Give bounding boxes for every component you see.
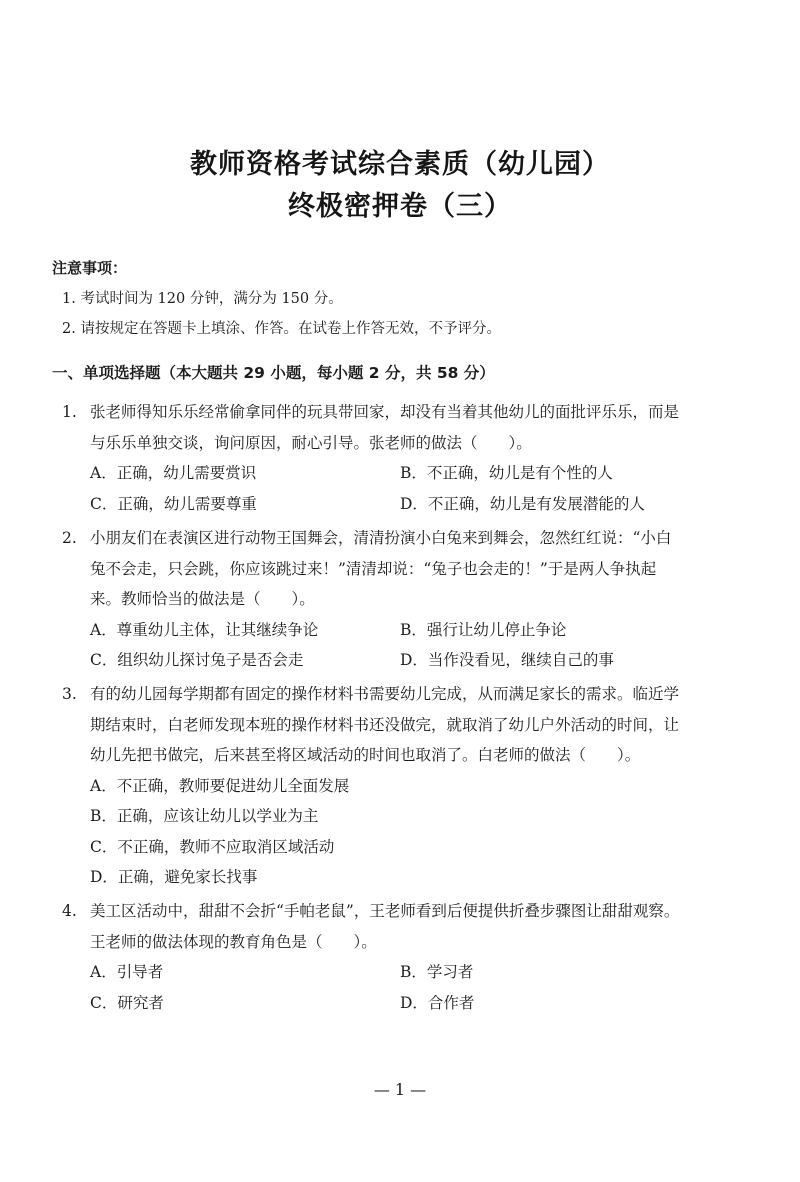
option-d: D．合作者: [400, 993, 475, 1012]
question-number: 1.: [62, 403, 77, 421]
question-text: 有的幼儿园每学期都有固定的操作材料书需要幼儿完成，从而满足家长的需求。临近学: [90, 685, 680, 703]
option-a: A．尊重幼儿主体，让其继续争论: [90, 620, 319, 639]
question-text: 与乐乐单独交谈，询问原因，耐心引导。张老师的做法（ ）。: [90, 433, 532, 452]
question-text: 幼儿先把书做完，后来甚至将区域活动的时间也取消了。白老师的做法（ ）。: [90, 746, 641, 764]
question-text: 张老师得知乐乐经常偷拿同伴的玩具带回家，却没有当着其他幼儿的面批评乐乐，而是: [90, 403, 680, 421]
option-d: D．正确，避免家长找事: [90, 868, 258, 886]
question-2: [62, 523, 752, 676]
question-number: 2.: [62, 529, 77, 547]
option-c: C．研究者: [90, 993, 164, 1012]
question-text: 小朋友们在表演区进行动物王国舞会，清清扮演小白兔来到舞会，忽然红红说：“小白: [90, 529, 672, 547]
notice-heading: 注意事项：: [52, 259, 128, 277]
question-text: 美工区活动中，甜甜不会折“手帕老鼠”，王老师看到后便提供折叠步骤图让甜甜观察。: [90, 902, 680, 920]
question-number: 3.: [62, 685, 77, 703]
question-text: 王老师的做法体现的教育角色是（ ）。: [90, 932, 377, 951]
notice-item: 2. 请按规定在答题卡上填涂、作答。在试卷上作答无效，不予评分。: [62, 321, 501, 337]
option-b: B．正确，应该让幼儿以学业为主: [90, 807, 319, 825]
option-d: D．当作没看见，继续自己的事: [400, 651, 614, 669]
option-b: B．学习者: [400, 963, 474, 981]
exam-subtitle: 终极密押卷（三）: [288, 191, 512, 222]
exam-title: 教师资格考试综合素质（幼儿园）: [190, 149, 610, 180]
question-3: [62, 679, 752, 893]
option-c: C．正确，幼儿需要尊重: [90, 494, 257, 513]
question-text: 来。教师恰当的做法是（ ）。: [90, 590, 315, 608]
question-text: 期结束时，白老师发现本班的操作材料书还没做完，就取消了幼儿户外活动的时间，让: [90, 715, 680, 734]
option-a: A．引导者: [90, 963, 164, 981]
question-number: 4.: [62, 902, 77, 920]
option-d: D．不正确，幼儿是有发展潜能的人: [400, 494, 645, 513]
page-number: — 1 —: [373, 1080, 427, 1099]
question-1: [62, 397, 752, 519]
option-c: C．组织幼儿探讨兔子是否会走: [90, 651, 304, 669]
question-4: [62, 896, 752, 1018]
section-heading: 一、单项选择题（本大题共 29 小题，每小题 2 分，共 58 分）: [52, 364, 495, 382]
option-c: C．不正确，教师不应取消区域活动: [90, 837, 335, 856]
question-text: 兔不会走，只会跳，你应该跳过来！”清清却说：“兔子也会走的！”于是两人争执起: [90, 559, 657, 578]
notice-item: 1. 考试时间为 120 分钟，满分为 150 分。: [62, 291, 343, 307]
option-b: B．强行让幼儿停止争论: [400, 620, 567, 639]
option-a: A．正确，幼儿需要赏识: [90, 464, 257, 482]
option-a: A．不正确，教师要促进幼儿全面发展: [90, 776, 350, 795]
option-b: B．不正确，幼儿是有个性的人: [400, 464, 613, 482]
